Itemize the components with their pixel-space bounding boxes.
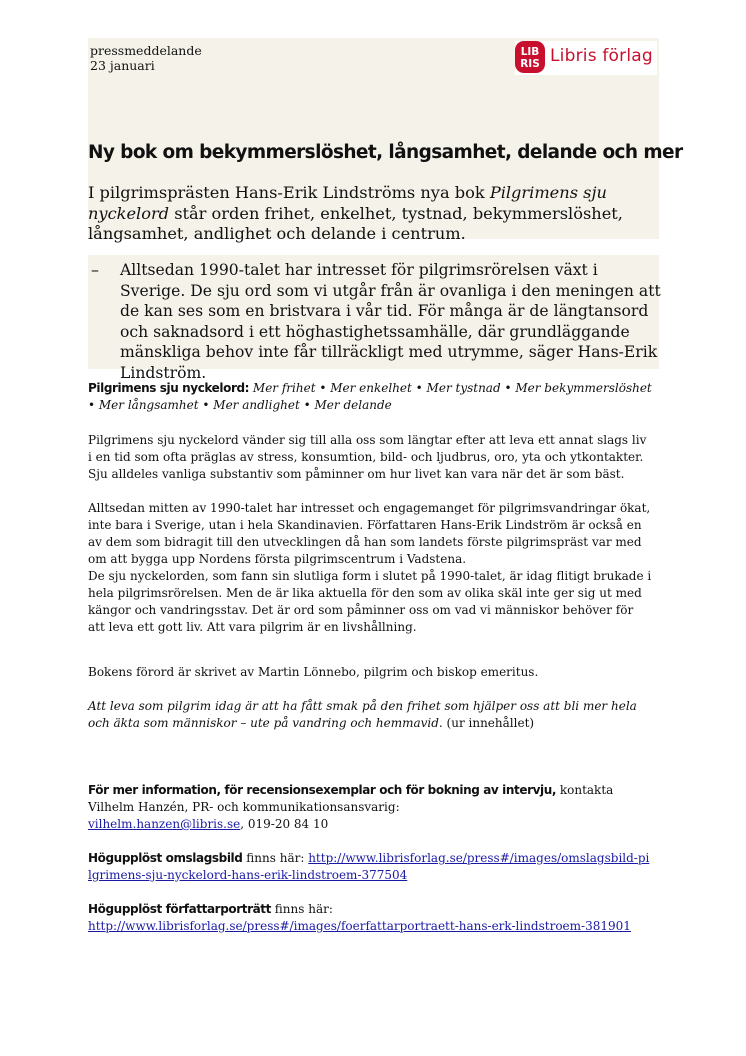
keywords-line — [88, 380, 653, 414]
keywords-label: Pilgrimens sju nyckelord: — [88, 381, 250, 395]
contact-phone: , 019-20 84 10 — [240, 817, 329, 831]
cover-image-text: finns här: — [242, 851, 309, 865]
quote-dash: – — [91, 260, 99, 279]
lead-after: står orden frihet, enkelhet, tystnad, bekymmerslöshet, långsamhet, andlighet och delande i centrum. — [88, 203, 623, 243]
excerpt-source: (ur innehållet) — [442, 716, 535, 730]
lead-paragraph — [88, 183, 658, 245]
logo-mark-top: LIB — [520, 46, 540, 58]
logo-wordmark: Libris förlag — [550, 46, 653, 66]
author-quote: Alltsedan 1990-talet har intresset för pilgrimsrörelsen växt i Sverige. De sju ord som vi utgår från är ovanliga i den meningen att de kan ses som en bristvara i vår tid. För många är de längtansord och saknadsord i ett höghastighetssamhälle, där grundläggande mänskliga behov inte får tillräckligt med utrymme, säger Hans-Erik Lindström. — [120, 261, 661, 382]
lead-before: I pilgrimsprästen Hans-Erik Lindströms nya bok — [88, 183, 490, 202]
body-paragraph-1: Pilgrimens sju nyckelord vänder sig till alla oss som längtar efter att leva ett annat slags liv i en tid som ofta präglas av stress, konsumtion, bild- och ljudbrus, oro, yta och ytkontakter. Sju alldeles vanliga substantiv som påminner om hur livet kan vara när det är som bäst. — [88, 433, 647, 481]
author-portrait-link[interactable]: http://www.librisforlag.se/press#/images/foerfattarportraett-hans-erk-lindstroem-381901 — [88, 919, 631, 933]
cover-image-info — [88, 850, 653, 884]
libris-logo-mark — [515, 41, 545, 73]
body-paragraph-2: Alltsedan mitten av 1990-talet har intresset och engagemanget för pilgrimsvandringar ökat, inte bara i Sverige, utan i hela Skandinavien. Författaren Hans-Erik Lindström är också en av dem som bidragit till den utvecklingen då han som landets förste pilgrimspräst var med om att bygga upp Nordens första pilgrimscentrum i Vadstena. — [88, 501, 651, 566]
release-date: 23 januari — [90, 58, 155, 73]
body-paragraph-4: Bokens förord är skrivet av Martin Lönnebo, pilgrim och biskop emeritus. — [88, 665, 539, 679]
contact-info — [88, 782, 653, 833]
libris-logo — [515, 41, 657, 75]
headline: Ny bok om bekymmerslöshet, långsamhet, delande och mer — [88, 142, 683, 163]
cover-image-link[interactable]: http://www.librisforlag.se/press#/images/omslagsbild-pilgrimens-sju-nyckelord-hans-erik-lindstroem-377504 — [88, 851, 650, 882]
book-title: Pilgrimens sju nyckelord — [88, 183, 607, 223]
excerpt-quote: Att leva som pilgrim idag är att ha fått smak på den frihet som hjälper oss att bli mer hela och äkta som människor – ute på vandring och hemmavid. — [88, 699, 637, 730]
keywords-list: Mer frihet • Mer enkelhet • Mer tystnad • Mer bekymmerslöshet • Mer långsamhet • Mer andlighet • Mer delande — [88, 381, 652, 412]
contact-email-link[interactable]: vilhelm.hanzen@libris.se — [88, 817, 241, 831]
contact-text: kontakta Vilhelm Hanzén, PR- och kommunikationsansvarig: — [88, 783, 614, 814]
author-portrait-bold: Högupplöst författarporträtt — [88, 902, 271, 916]
logo-mark-bottom: RIS — [520, 58, 540, 70]
contact-bold: För mer information, för recensionsexemplar och för bokning av intervju, — [88, 783, 557, 797]
author-portrait-text: finns här: — [270, 902, 333, 916]
cover-image-bold: Högupplöst omslagsbild — [88, 851, 243, 865]
body-paragraph-3: De sju nyckelorden, som fann sin slutliga form i slutet på 1990-talet, är idag flitigt brukade i hela pilgrimsrörelsen. Men de är lika aktuella för den som av olika skäl inte ger sig ut med kängor och vandringsstav. Det är ord som påminner oss om vad vi människor behöver för att leva ett gott liv. Att vara pilgrim är en livshållning. — [88, 569, 652, 634]
excerpt — [88, 698, 653, 732]
author-portrait-info — [88, 901, 653, 935]
document-type-label: pressmeddelande — [90, 43, 202, 58]
